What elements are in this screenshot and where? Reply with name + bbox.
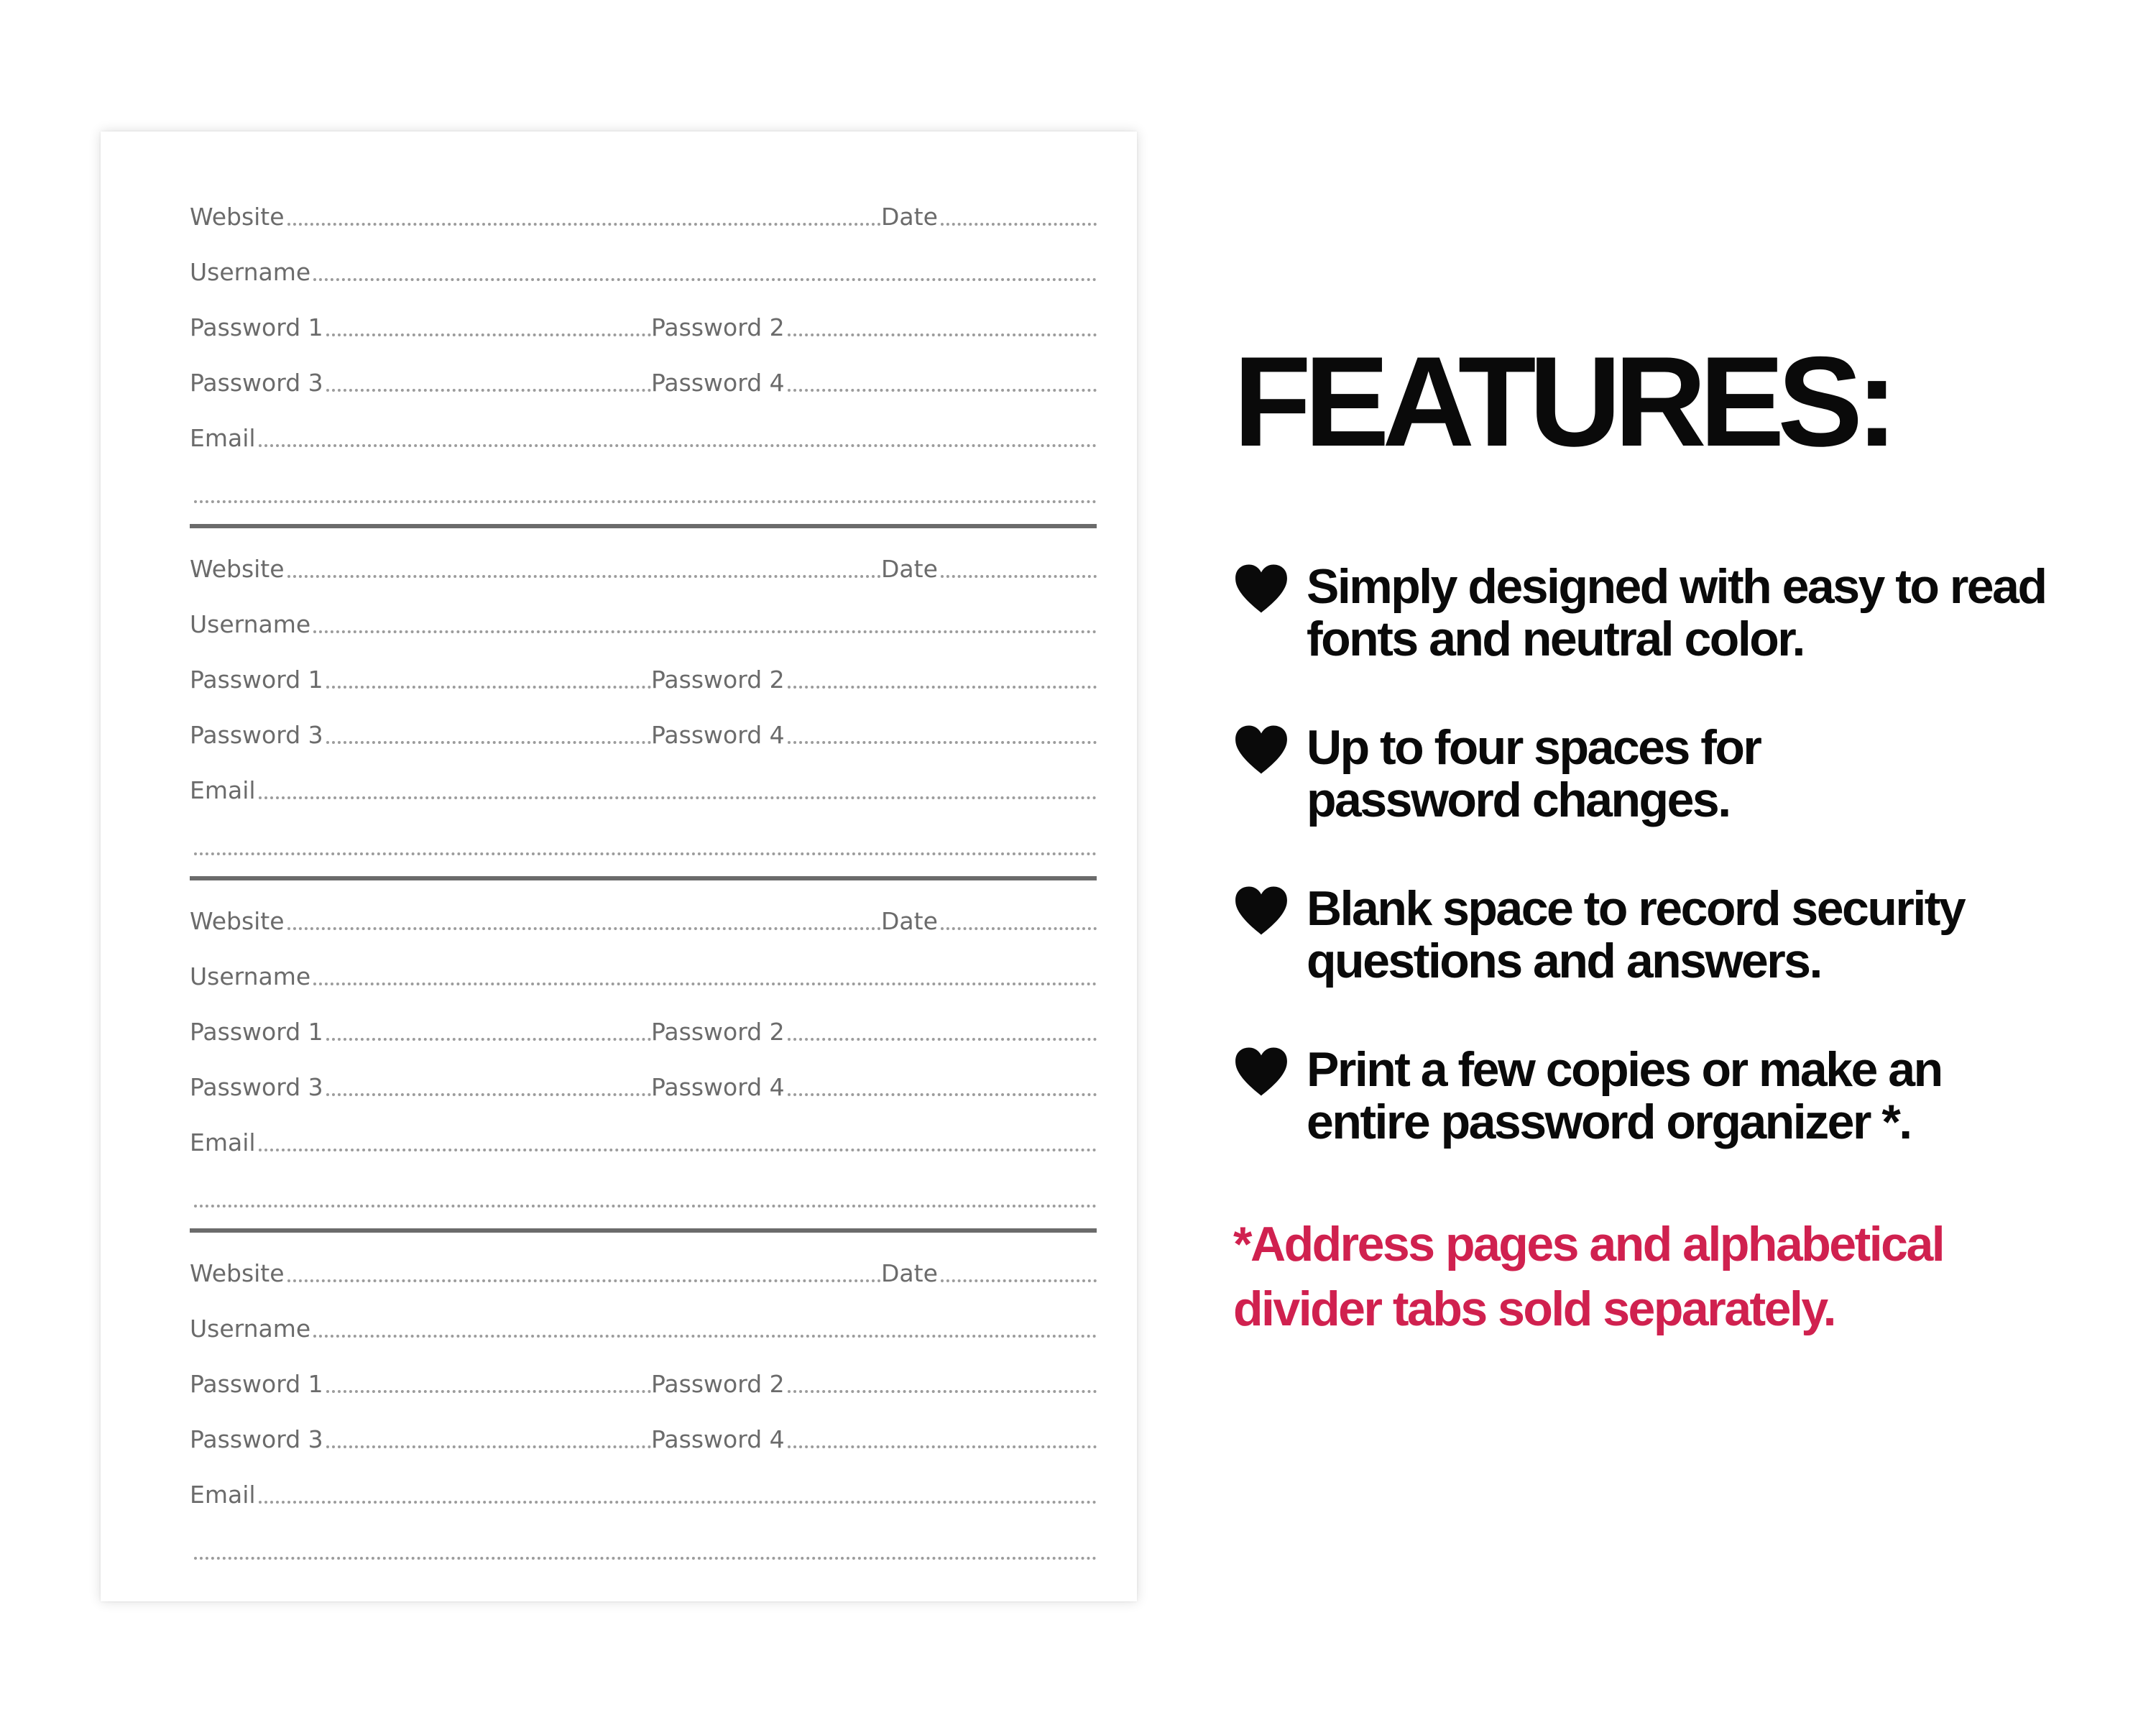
notes-row: [190, 805, 1097, 861]
password4-label: Password 4: [651, 721, 785, 749]
password1-label: Password 1: [190, 1370, 323, 1398]
feature-line: Simply designed with easy to read: [1307, 559, 2046, 614]
password2-field[interactable]: [651, 639, 1097, 694]
notes-row: [190, 1157, 1097, 1213]
notes-field[interactable]: [190, 453, 1097, 509]
password1-field[interactable]: [190, 639, 651, 694]
password4-label: Password 4: [651, 1073, 785, 1101]
feature-text: [1307, 883, 2124, 988]
notes-line: [194, 1205, 1097, 1208]
username-field[interactable]: [190, 936, 1097, 991]
website-label: Website: [190, 555, 285, 583]
password4-line: [788, 1093, 1097, 1096]
date-label: Date: [881, 1259, 938, 1287]
feature-line: password changes.: [1307, 773, 1730, 827]
password3-field[interactable]: [190, 1046, 651, 1102]
email-field[interactable]: [190, 1102, 1097, 1157]
password3-field[interactable]: [190, 694, 651, 750]
website-line: [287, 1279, 881, 1282]
date-field[interactable]: [881, 176, 1097, 231]
email-field[interactable]: [190, 750, 1097, 805]
website-label: Website: [190, 1259, 285, 1287]
password2-label: Password 2: [651, 313, 785, 341]
email-label: Email: [190, 776, 256, 804]
username-label: Username: [190, 258, 311, 286]
footnote-line: *Address pages and alphabetical: [1233, 1217, 1944, 1271]
footnote: [1233, 1212, 2124, 1341]
email-label: Email: [190, 424, 256, 452]
feature-text: [1307, 1044, 2124, 1149]
date-field[interactable]: [881, 528, 1097, 584]
password1-field[interactable]: [190, 991, 651, 1046]
email-row: [190, 750, 1097, 805]
username-line: [313, 630, 1097, 633]
password-row-2: [190, 1399, 1097, 1454]
website-row: [190, 1233, 1097, 1288]
password2-line: [788, 686, 1097, 689]
email-line: [259, 796, 1097, 799]
username-row: [190, 584, 1097, 639]
username-row: [190, 231, 1097, 287]
password3-line: [326, 1093, 651, 1096]
username-field[interactable]: [190, 584, 1097, 639]
date-label: Date: [881, 203, 938, 231]
password3-line: [326, 1445, 651, 1448]
password2-field[interactable]: [651, 991, 1097, 1046]
email-row: [190, 1102, 1097, 1157]
notes-row: [190, 1509, 1097, 1565]
website-line: [287, 223, 881, 226]
username-label: Username: [190, 962, 311, 990]
feature-text: [1307, 722, 2124, 827]
username-line: [313, 278, 1097, 281]
username-field[interactable]: [190, 1288, 1097, 1343]
password-row-1: [190, 639, 1097, 694]
feature-item: [1233, 722, 2124, 883]
notes-line: [194, 1557, 1097, 1560]
feature-text: [1307, 561, 2124, 666]
website-field[interactable]: [190, 880, 881, 936]
password1-label: Password 1: [190, 313, 323, 341]
entries: [190, 176, 1097, 1585]
password1-label: Password 1: [190, 1018, 323, 1046]
password1-label: Password 1: [190, 666, 323, 694]
password1-line: [326, 1038, 651, 1041]
date-label: Date: [881, 555, 938, 583]
date-line: [941, 223, 1097, 226]
notes-field[interactable]: [190, 1509, 1097, 1565]
website-line: [287, 927, 881, 930]
email-row: [190, 397, 1097, 453]
email-field[interactable]: [190, 397, 1097, 453]
website-line: [287, 575, 881, 578]
email-line: [259, 1501, 1097, 1504]
password-entry: [190, 528, 1097, 880]
website-field[interactable]: [190, 1233, 881, 1288]
password1-line: [326, 334, 651, 336]
password4-field[interactable]: [651, 1399, 1097, 1454]
password2-line: [788, 1390, 1097, 1393]
password3-label: Password 3: [190, 1073, 323, 1101]
password2-label: Password 2: [651, 1370, 785, 1398]
password1-field[interactable]: [190, 287, 651, 342]
feature-line: fonts and neutral color.: [1307, 612, 1804, 666]
password4-field[interactable]: [651, 1046, 1097, 1102]
notes-line: [194, 852, 1097, 855]
password-log-sheet: [101, 132, 1137, 1601]
password-row-2: [190, 1046, 1097, 1102]
password1-field[interactable]: [190, 1343, 651, 1399]
password-row-1: [190, 287, 1097, 342]
notes-row: [190, 453, 1097, 509]
password2-field[interactable]: [651, 287, 1097, 342]
website-field[interactable]: [190, 176, 881, 231]
feature-item: [1233, 883, 2124, 1044]
email-row: [190, 1454, 1097, 1509]
password3-label: Password 3: [190, 1425, 323, 1453]
feature-item: [1233, 1044, 2124, 1205]
website-label: Website: [190, 203, 285, 231]
password4-field[interactable]: [651, 342, 1097, 397]
password1-line: [326, 1390, 651, 1393]
feature-item: [1233, 561, 2124, 722]
website-row: [190, 528, 1097, 584]
password3-label: Password 3: [190, 369, 323, 397]
heart-icon: [1233, 724, 1289, 775]
password4-line: [788, 1445, 1097, 1448]
heart-icon: [1233, 886, 1289, 936]
email-line: [259, 444, 1097, 447]
password-entry: [190, 880, 1097, 1233]
email-field[interactable]: [190, 1454, 1097, 1509]
username-label: Username: [190, 1315, 311, 1343]
password2-label: Password 2: [651, 666, 785, 694]
feature-line: Print a few copies or make an: [1307, 1042, 1942, 1097]
feature-line: Blank space to record security: [1307, 881, 1965, 936]
heart-icon: [1233, 564, 1289, 614]
password-row-2: [190, 694, 1097, 750]
password1-line: [326, 686, 651, 689]
feature-line: Up to four spaces for: [1307, 720, 1761, 775]
heart-icon: [1233, 1046, 1289, 1097]
password-row-1: [190, 1343, 1097, 1399]
email-line: [259, 1149, 1097, 1151]
password-entry: [190, 176, 1097, 528]
website-label: Website: [190, 907, 285, 935]
notes-field[interactable]: [190, 805, 1097, 861]
date-field[interactable]: [881, 880, 1097, 936]
password3-field[interactable]: [190, 1399, 651, 1454]
email-label: Email: [190, 1128, 256, 1156]
username-label: Username: [190, 610, 311, 638]
features-title: FEATURES:: [1233, 330, 1892, 473]
notes-line: [194, 500, 1097, 503]
date-line: [941, 575, 1097, 578]
notes-field[interactable]: [190, 1157, 1097, 1213]
date-field[interactable]: [881, 1233, 1097, 1288]
features-panel: [1233, 330, 2124, 1341]
website-field[interactable]: [190, 528, 881, 584]
username-line: [313, 1335, 1097, 1338]
password4-line: [788, 741, 1097, 744]
password4-label: Password 4: [651, 1425, 785, 1453]
password3-line: [326, 741, 651, 744]
feature-line: questions and answers.: [1307, 934, 1821, 988]
username-field[interactable]: [190, 231, 1097, 287]
password4-field[interactable]: [651, 694, 1097, 750]
date-line: [941, 1279, 1097, 1282]
username-row: [190, 936, 1097, 991]
password3-label: Password 3: [190, 721, 323, 749]
username-line: [313, 983, 1097, 985]
website-row: [190, 176, 1097, 231]
email-label: Email: [190, 1481, 256, 1509]
date-label: Date: [881, 907, 938, 935]
password2-field[interactable]: [651, 1343, 1097, 1399]
website-row: [190, 880, 1097, 936]
date-line: [941, 927, 1097, 930]
feature-line: entire password organizer *.: [1307, 1095, 1911, 1149]
password4-label: Password 4: [651, 369, 785, 397]
password-row-2: [190, 342, 1097, 397]
username-row: [190, 1288, 1097, 1343]
password3-field[interactable]: [190, 342, 651, 397]
feature-list: [1233, 561, 2124, 1205]
password2-label: Password 2: [651, 1018, 785, 1046]
password4-line: [788, 389, 1097, 392]
password2-line: [788, 334, 1097, 336]
footnote-line: divider tabs sold separately.: [1233, 1282, 1835, 1336]
password3-line: [326, 389, 651, 392]
password-row-1: [190, 991, 1097, 1046]
password2-line: [788, 1038, 1097, 1041]
password-entry: [190, 1233, 1097, 1585]
